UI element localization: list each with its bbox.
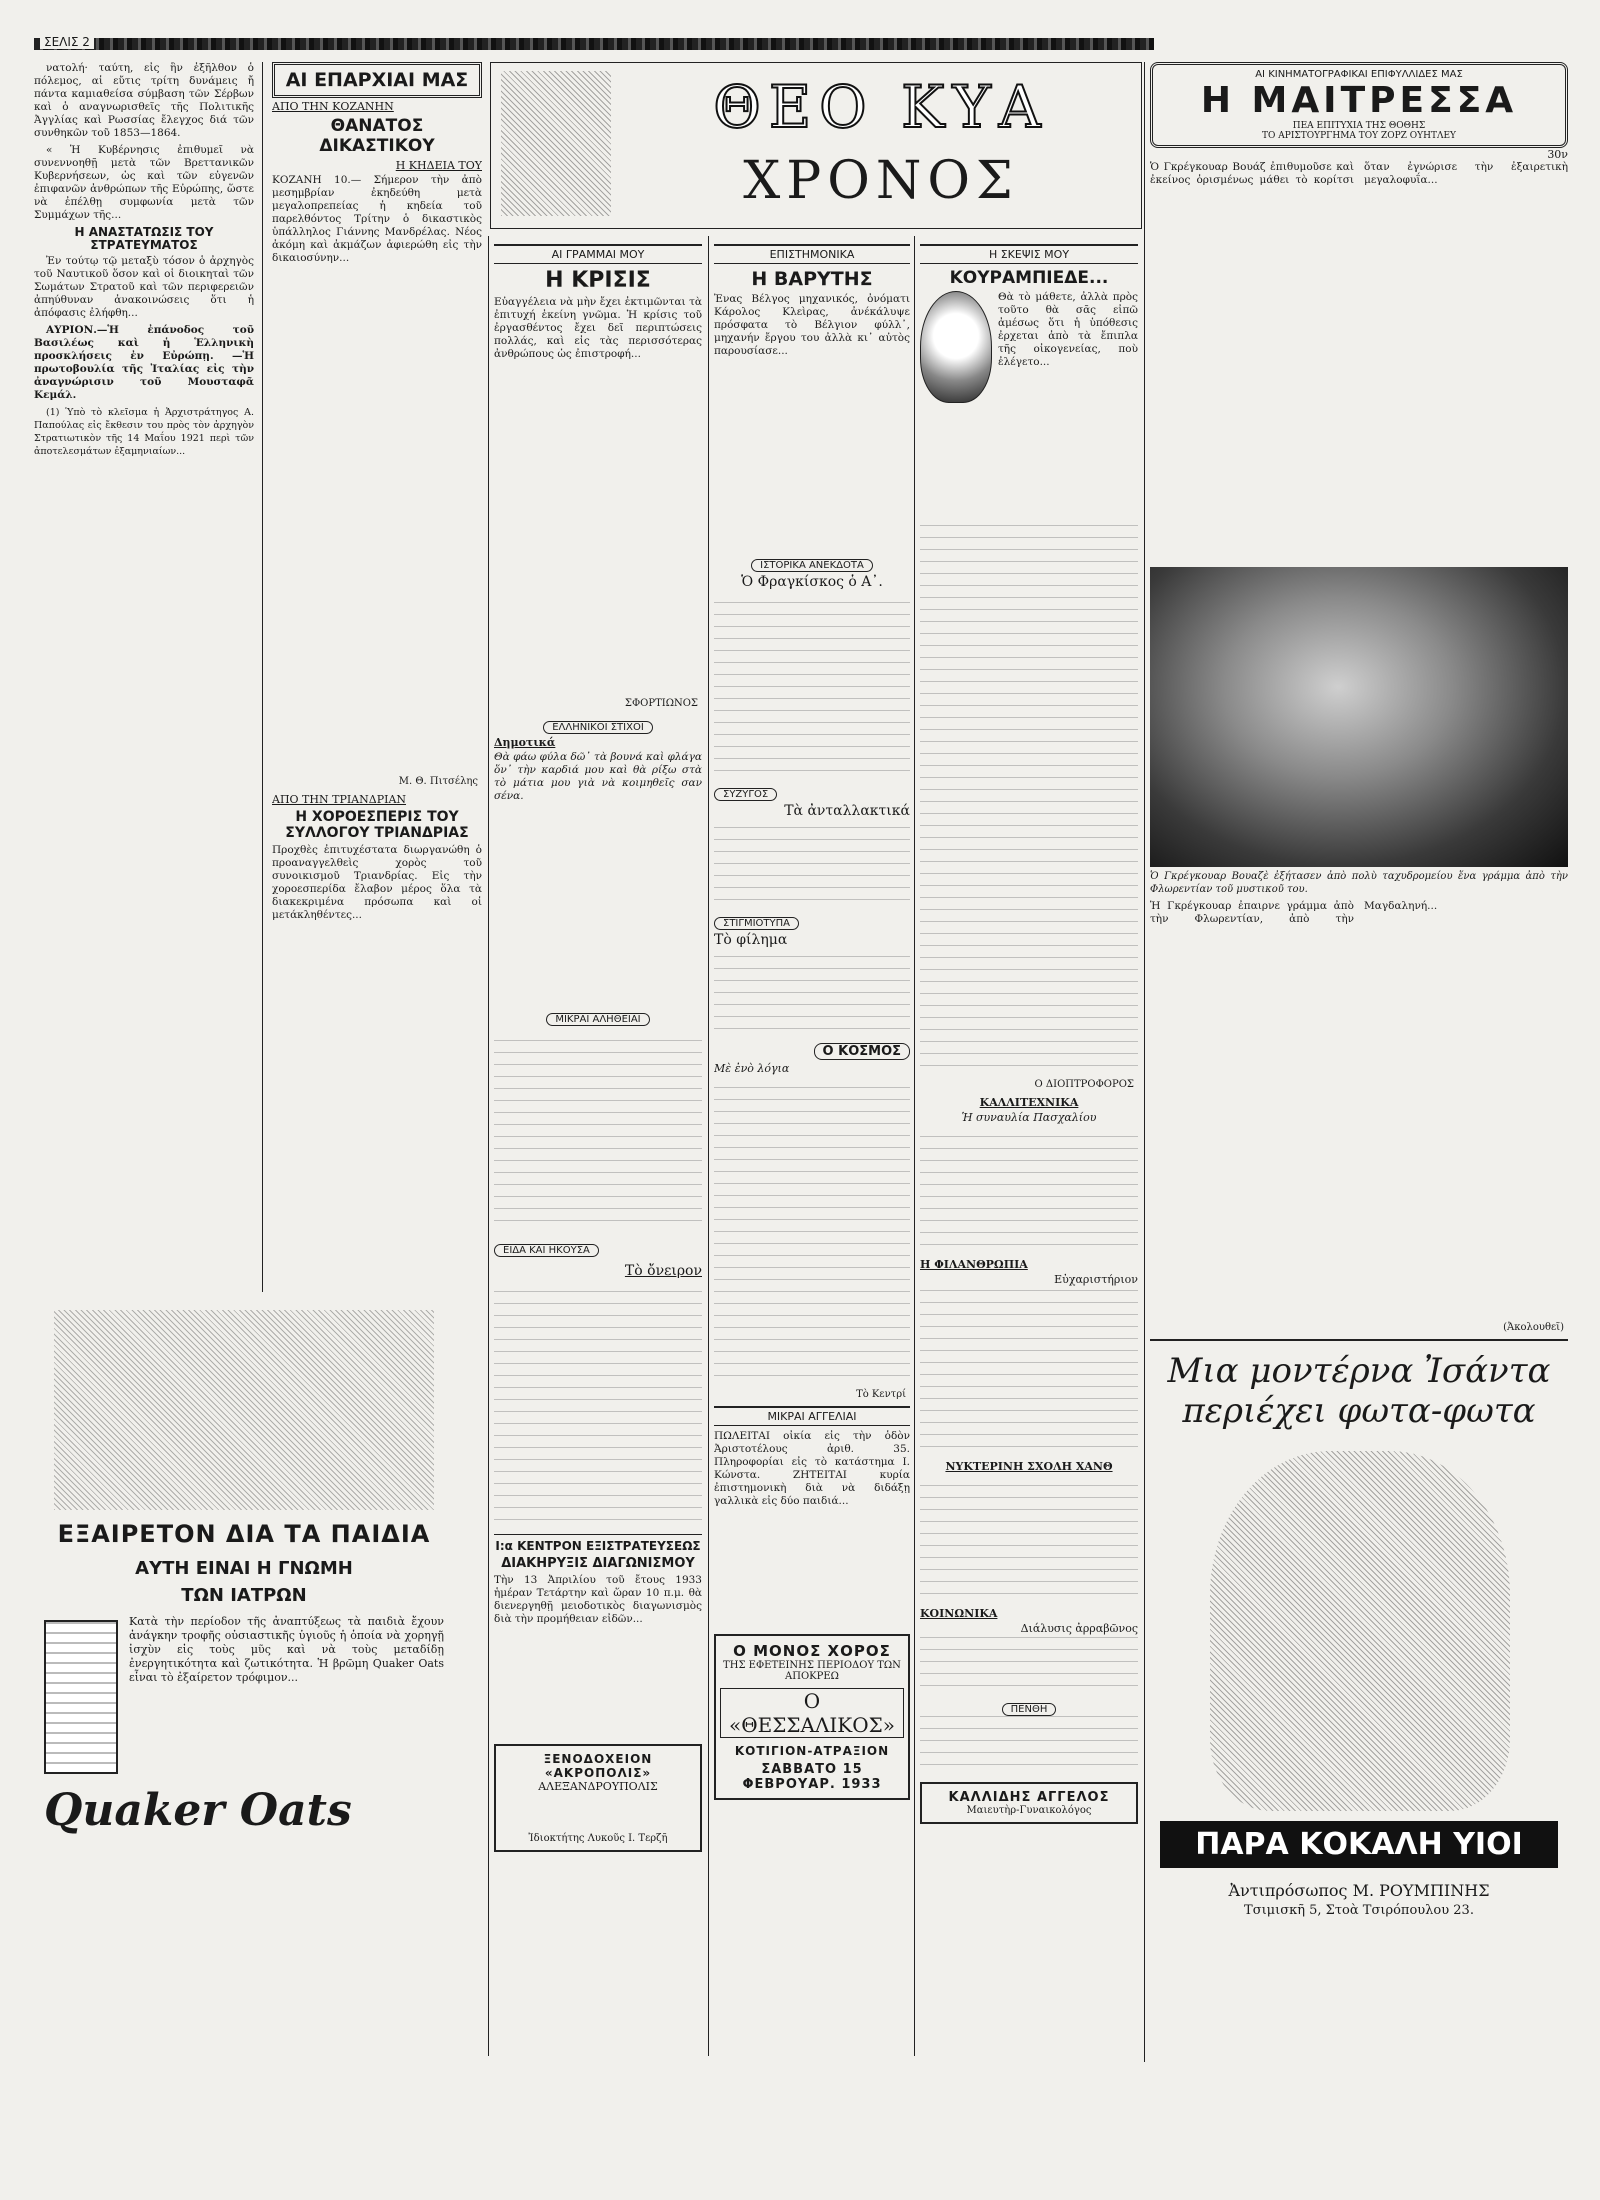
kosmos-title: Μὲ ἐνὸ λόγια: [714, 1062, 790, 1075]
ad-subheadline-2: ΤΩΝ ΙΑΤΡΩΝ: [181, 1585, 307, 1606]
kozani-article: ΚΟΖΑΝΗ 10.— Σήμερον τὴν ἀπὸ μεσημβρίαν ἐκηδεύθη μετὰ μεγαλοπρεπείας ἡ κηδεία τοῦ παρελθόντος Τρίτην ὁ δικαστικὸς ὑπάλληλος Γιάννης Μανδρέλας. Νέος ἀκόμη καὶ ἀκμάζων ἀφιερώθη εἰς τὴν δικαιοσύνην...: [272, 174, 482, 264]
text-block-placeholder: [920, 517, 1138, 1077]
children-illustration: [54, 1310, 434, 1510]
page-top-strip: [34, 35, 1154, 50]
masthead-title-bottom: ΧΡΟΝΟΣ: [743, 151, 1019, 211]
trianteria-label: ΑΠΟ ΤΗΝ ΤΡΙΑΝΔΡΙΑΝ: [272, 793, 407, 806]
column-5: [920, 240, 1138, 2060]
oats-canister: [44, 1620, 118, 1774]
hotel-owner: Ἰδιοκτήτης Λυκοῦς Ι. Τερζῆ: [528, 1833, 668, 1844]
dance-organizer: Ο «ΘΕΣΣΑΛΙΚΟΣ»: [720, 1688, 904, 1738]
text-block-placeholder: [714, 821, 910, 911]
signature: Τὸ Κεντρί: [856, 1389, 906, 1400]
column-divider: [1144, 62, 1145, 2062]
woman-illustration: [1210, 1451, 1510, 1811]
ad-brand: ΠΑΡΑ ΚΟΚΑΛΗ ΥΙΟΙ: [1160, 1821, 1558, 1868]
dance-subtitle: ΤΗΣ ΕΦΕΤΕΙΝΗΣ ΠΕΡΙΟΔΟΥ ΤΩΝ ΑΠΟΚΡΕΩ: [723, 1660, 901, 1682]
section-pill: ΣΥΖΥΓΟΣ: [714, 788, 777, 801]
column-4: [714, 240, 910, 2060]
masthead-figure: [501, 71, 611, 216]
section-heading: Η ΑΝΑΣΤΑΤΩΣΙΣ ΤΟΥ ΣΤΡΑΤΕΥΜΑΤΟΣ: [74, 225, 214, 252]
text-block-placeholder: [714, 1077, 910, 1387]
kozani-signature: Μ. Θ. Πιτσέλης: [398, 776, 478, 787]
section-heading: Η ΦΙΛΑΝΘΡΩΠΙΑ: [920, 1258, 1028, 1271]
doctor-ad: [920, 1782, 1138, 1824]
column-divider: [488, 236, 489, 2056]
banner-sub1: ΠΕΑ ΕΠΙΤΥΧΙΑ ΤΗΣ ΘΟΘΗΣ: [1292, 121, 1426, 131]
page-number: ΣΕΛΙΣ 2: [40, 35, 94, 49]
contest-title: ΔΙΑΚΗΡΥΞΙΣ ΔΙΑΓΩΝΙΣΜΟΥ: [501, 1556, 695, 1571]
provinces-header: ΑΙ ΕΠΑΡΧΙΑΙ ΜΑΣ: [272, 62, 482, 98]
poem-body: Θὰ φάω φύλα δῶ᾽ τὰ βουνά καὶ φλάγα ὅν᾽ τὴν καρδιά μου καὶ θὰ ρίξω στὰ τὸ μάτια μου γιὰ νὰ κοιμηθεῖς σαν σένα.: [494, 751, 702, 802]
serial-body: Ὁ Γκρέγκουαρ Βουάζ ἐπιθυμοῦσε καὶ ἐκείνος ὁρισμένως μάθει τὸ κορίτσι ὅταν ἐγνώρισε τὴν ἐξαιρετικὴ μεγαλοφυΐα...: [1150, 161, 1568, 186]
column-1: [34, 62, 254, 1292]
column-divider: [914, 236, 915, 2056]
trianteria-article: Προχθὲς ἐπιτυχέστατα διωργανώθη ὁ προαναγγελθεὶς χορὸς τοῦ συνοικισμοῦ Τριανδρίας. Εἰς τὴν χοροεσπερίδα ἔλαβον μέρος ὅλα τὰ διακεκριμένα πρόσωπα καὶ οἱ μετάκληθέντες...: [272, 844, 482, 921]
dance-date: ΣΑΒΒΑΤΟ 15 ΦΕΒΡΟΥΑΡ. 1933: [742, 1762, 882, 1792]
text-block-placeholder: [920, 1126, 1138, 1256]
dance-title: Ο ΜΟΝΟΣ ΧΟΡΟΣ: [733, 1642, 891, 1660]
column-3: [494, 240, 702, 2060]
article-body: Θὰ τὸ μάθετε, ἀλλὰ πρὸς τοῦτο θὰ σᾶς εἰπῶ ἀμέσως ὅτι ἡ ὑπόθεσις ἐρχεται ἀπὸ τὰ ἔπιπλα τῆς οἰκογενείας, ποὺ ἐλέγετο...: [998, 291, 1138, 368]
article-paragraph: « Ἡ Κυβέρνησις ἐπιθυμεῖ νὰ συνεννοηθῇ μετὰ τῶν Βρεττανικῶν Κυβερνήσεων, ὡς καὶ τῶν εὐγενῶν ἐπιφανῶν ἀνθρώπων τῆς Εὐρώπης, ὥστε νὰ ἐπέλθῃ συμφωνία μετὰ τῶν Συμμάχων τῆς...: [34, 144, 254, 221]
historic-title: Ὁ Φραγκίσκος ὁ Α᾽.: [741, 574, 883, 590]
serial-banner: [1150, 62, 1568, 148]
dance-venue: ΚΟΤΙΓΙΟΝ-ΑΤΡΑΞΙΟΝ: [734, 1744, 890, 1758]
hotel-ad: [494, 1744, 702, 1852]
engagement-title: Διάλυσις ἀρραβῶνος: [1020, 1622, 1138, 1635]
dream-title: Τὸ ὄνειρον: [624, 1263, 702, 1279]
article-title: ΚΟΥΡΑΜΠΙΕΔΕ...: [949, 268, 1109, 288]
continued-note: (Ἀκολουθεῖ): [1503, 1322, 1564, 1333]
section-pill: ΠΕΝΘΗ: [1002, 1703, 1057, 1716]
dance-ad: [714, 1634, 910, 1800]
section-pill: ΜΙΚΡΑΙ ΑΛΗΘΕΙΑΙ: [546, 1013, 649, 1026]
contest-body: Τὴν 13 Ἀπριλίου τοῦ ἔτους 1933 ἡμέραν Τετάρτην καὶ ὥραν 10 π.μ. θὰ διενεργηθῇ μειοδοτικὸς διαγωνισμὸς διὰ τὴν προμήθειαν εἰδῶν...: [494, 1574, 702, 1625]
section-label: ΑΙ ΓΡΑΜΜΑΙ ΜΟΥ: [494, 244, 702, 264]
ad-subheadline: ΑΥΤΗ ΕΙΝΑΙ Η ΓΝΩΜΗ: [135, 1558, 353, 1579]
quaker-logo: Quaker Oats: [44, 1785, 352, 1836]
masthead-title-top: ΘΕΟ ΚΥΑ: [713, 73, 1049, 141]
ad-headline: ΕΞΑΙΡΕΤΟΝ ΔΙΑ ΤΑ ΠΑΙΔΙΑ: [57, 1520, 431, 1548]
ad-body: Κατὰ τὴν περίοδον τῆς ἀναπτύξεως τὰ παιδιὰ ἔχουν ἀνάγκην τροφῆς οὐσιαστικῆς ὑγιοῦς ἡ ὁποία νὰ χορηγῇ ἰσχὺν εἰς τοὺς μῦς καὶ νὰ τοὺς μεταδίδῃ ἐνεργητικότητα καὶ ζωτικότητα. Ἡ βρῶμη Quaker Oats εἶναι τὸ ἐξαίρετον τρόφιμον...: [129, 1615, 444, 1684]
article-paragraph: Ἐν τούτῳ τῷ μεταξὺ τόσον ὁ ἀρχηγὸς τοῦ Ναυτικοῦ ὅσον καὶ οἱ διοικηταὶ τῶν Σωμάτων Στρατοῦ καὶ τῶν περιφερειῶν ἀπηύθυναν ἀνακοινώσεις ὅτι ἡ ἀπόφασις ἐλήφθη...: [34, 255, 254, 319]
column-divider: [708, 236, 709, 2056]
film-still-photo: [1150, 567, 1568, 867]
masthead: [490, 62, 1142, 229]
section-pill: ΙΣΤΟΡΙΚΑ ΑΝΕΚΔΟΤΑ: [751, 559, 873, 572]
banner-sub2: ΤΟ ΑΡΙΣΤΟΥΡΓΗΜΑ ΤΟΥ ΖΟΡΖ ΟΥΗΤΛΕΥ: [1262, 131, 1456, 141]
classifieds: ΠΩΛΕΙΤΑΙ οἰκία εἰς τὴν ὁδὸν Ἀριστοτέλους ἀριθ. 35. Πληροφορίαι εἰς τὸ κατάστημα Ι. Κώνστα. ΖΗΤΕΙΤΑΙ κυρία ἐπιστημονικὴ διὰ νὰ διδάξῃ γαλλικὰ εἰς δύο παιδιά...: [714, 1430, 910, 1507]
doctor-name: ΚΑΛΛΙΔΗΣ ΑΓΓΕΛΟΣ: [948, 1790, 1110, 1805]
ad-address: Τσιμισκῆ 5, Στοὰ Τσιρόπουλου 23.: [1244, 1903, 1474, 1918]
section-label: Η ΣΚΕΨΙΣ ΜΟΥ: [920, 244, 1138, 264]
ad-slogan: Μια μοντέρνα Ἰσάντα περιέχει φωτα-φωτα: [1167, 1351, 1551, 1431]
signature: ΣΦΟΡΤΙΩΝΟΣ: [624, 698, 698, 709]
text-block-placeholder: [920, 1288, 1138, 1458]
section-pill: ΕΙΔΑ ΚΑΙ ΗΚΟΥΣΑ: [494, 1244, 599, 1257]
section-label: ΜΙΚΡΑΙ ΑΓΓΕΛΙΑΙ: [714, 1406, 910, 1426]
section-label: ΕΠΙΣΤΗΜΟΝΙΚΑ: [714, 244, 910, 264]
school-heading: ΝΥΚΤΕΡΙΝΗ ΣΧΟΛΗ ΧΑΝΘ: [945, 1460, 1113, 1473]
filema-title: Τὸ φίλημα: [714, 932, 788, 948]
section-pill: Ο ΚΟΣΜΟΣ: [814, 1043, 910, 1060]
serial-body-2: Ἡ Γκρέγκουαρ ἐπαιρνε γράμμα ἀπὸ τὴν Φλωρεντίαν, ἀπὸ τὴν Μαγδαληνή...: [1150, 900, 1438, 925]
column-2: [272, 62, 482, 1292]
section-heading: ΚΟΙΝΩΝΙΚΑ: [920, 1607, 998, 1620]
thanks-title: Εὐχαριστήριον: [1054, 1273, 1138, 1286]
concert-title: Ἡ συναυλία Πασχαλίου: [961, 1111, 1097, 1124]
text-block-placeholder: [494, 1281, 702, 1531]
signature: Ο ΔΙΟΠΤΡΟΦΟΡΟΣ: [1034, 1079, 1134, 1090]
article-body: Εὐαγγέλεια νὰ μὴν ἔχει ἐκτιμῶνται τὰ ἐπιτυχή ἐκείνη γνῶμα. Ἡ κρίσις τοῦ ἐργασθέντος ἔχει δεῖ περιπτώσεις πολλάς, καὶ εἰς τὰς περισσότερας ἀνθρώπους ὡς ἐπιστροφή...: [494, 296, 702, 360]
hotel-city: ΑΛΕΞΑΝΔΡΟΥΠΟΛΙΣ: [538, 1780, 658, 1793]
centre-title: Ι:α ΚΕΝΤΡΟΝ ΕΞΙΣΤΡΑΤΕΥΣΕΩΣ: [494, 1534, 702, 1553]
section-heading: ΚΑΛΛΙΤΕΧΝΙΚΑ: [979, 1096, 1079, 1109]
column-divider: [262, 62, 263, 1292]
text-block-placeholder: [920, 1716, 1138, 1776]
episode-number: 30ν: [1547, 148, 1568, 161]
cosmetics-ad: [1150, 1339, 1568, 1941]
article-title: Η ΚΡΙΣΙΣ: [545, 268, 651, 293]
article-body: Ἐνας Βέλγος μηχανικός, ὀνόματι Κάρολος Κλεὶρας, ἀνέκάλυψε πρόσφατα τὸ Βέλγιον φύλλ᾽, μηχανήν ἔργου του ἀλλὰ κι᾽ αὐτὸς παρουσίασε...: [714, 293, 910, 357]
ad-agent: Ἀντιπρόσωπος Μ. ΡΟΥΜΠΙΝΗΣ: [1228, 1881, 1490, 1900]
photo-caption: Ὁ Γκρέγκουαρ Βουαζὲ ἐξήτασεν ἀπὸ πολὺ ταχυδρομείου ἕνα γράμμα ἀπὸ τὴν Φλωρεντίαν τοῦ μυστικοῦ του.: [1150, 871, 1568, 895]
text-block-placeholder: [494, 1032, 702, 1232]
kozani-label: ΑΠΟ ΤΗΝ ΚΟΖΑΝΗΝ: [272, 100, 394, 113]
hotel-title: ΞΕΝΟΔΟΧΕΙΟΝ «ΑΚΡΟΠΟΛΙΣ»: [543, 1752, 653, 1780]
banner-title: Η ΜΑΙΤΡΕΣΣΑ: [1200, 80, 1518, 121]
trianteria-title: Η ΧΟΡΟΕΣΠΕΡΙΣ ΤΟΥ ΣΥΛΛΟΓΟΥ ΤΡΙΑΝΔΡΙΑΣ: [285, 809, 469, 841]
article-title: Η ΒΑΡΥΤΗΣ: [751, 268, 873, 290]
quaker-oats-ad: [34, 1300, 454, 1860]
poem-title: Δημοτικά: [494, 736, 556, 749]
section-pill: ΕΛΛΗΝΙΚΟΙ ΣΤΙΧΟΙ: [543, 721, 653, 734]
doctor-specialty: Μαιευτὴρ-Γυναικολόγος: [966, 1805, 1092, 1816]
text-block-placeholder: [920, 1475, 1138, 1605]
text-block-placeholder: [714, 950, 910, 1040]
kozani-sub: Η ΚΗΔΕΙΑ ΤΟΥ: [395, 159, 482, 172]
footnotes: (1) Ὑπὸ τὸ κλεῖσμα ἡ Ἀρχιστράτηγος Α. Παπούλας εἰς ἔκθεσιν του πρὸς τὸν ἀρχηγὸν Στρατιωτικὸν τῆς 14 Μαΐου 1921 περὶ τῶν ἀποτελεσμάτων ἐξαμηνιαίων...: [34, 407, 254, 457]
article-paragraph: νατολή· ταύτη, εἰς ἣν ἐξῆλθον ὁ πόλεμος, αἱ εὔτις τρίτη δυνάμεις ἤ πάντα καμιαθείσα σύμβαση τῶν Σέρβων καὶ ὁ αναγνωρισθεῖς τῆς Πολιτικῆς Ἀγγλίας καὶ Ρωσσίας ἔλεγχος διά τῶν συνθηκῶν τοῦ 1853—1864.: [34, 62, 254, 139]
contrasts-title: Τὰ ἀνταλλακτικά: [784, 803, 910, 819]
kozani-title: ΘΑΝΑΤΟΣ ΔΙΚΑΣΤΙΚΟΥ: [319, 116, 435, 156]
cartoon-face: [920, 291, 992, 403]
tomorrow-notice: ΑΥΡΙΟΝ.—Ἡ ἐπάνοδος τοῦ Βασιλέως καὶ ἡ Ἑλληνικὴ προσκλήσεις ἐν Εὐρώπῃ. —Ἡ πρωτοβουλία τῆς Ἰταλίας εἰς τὴν ἀναγνώρισιν τοῦ Μουσταφᾶ Κεμάλ.: [34, 324, 254, 401]
column-6: [1150, 62, 1568, 2142]
banner-top: ΑΙ ΚΙΝΗΜΑΤΟΓΡΑΦΙΚΑΙ ΕΠΙΦΥΛΛΙΔΕΣ ΜΑΣ: [1255, 69, 1463, 80]
section-pill: ΣΤΙΓΜΙΟΤΥΠΑ: [714, 917, 799, 930]
text-block-placeholder: [714, 592, 910, 782]
text-block-placeholder: [920, 1637, 1138, 1697]
